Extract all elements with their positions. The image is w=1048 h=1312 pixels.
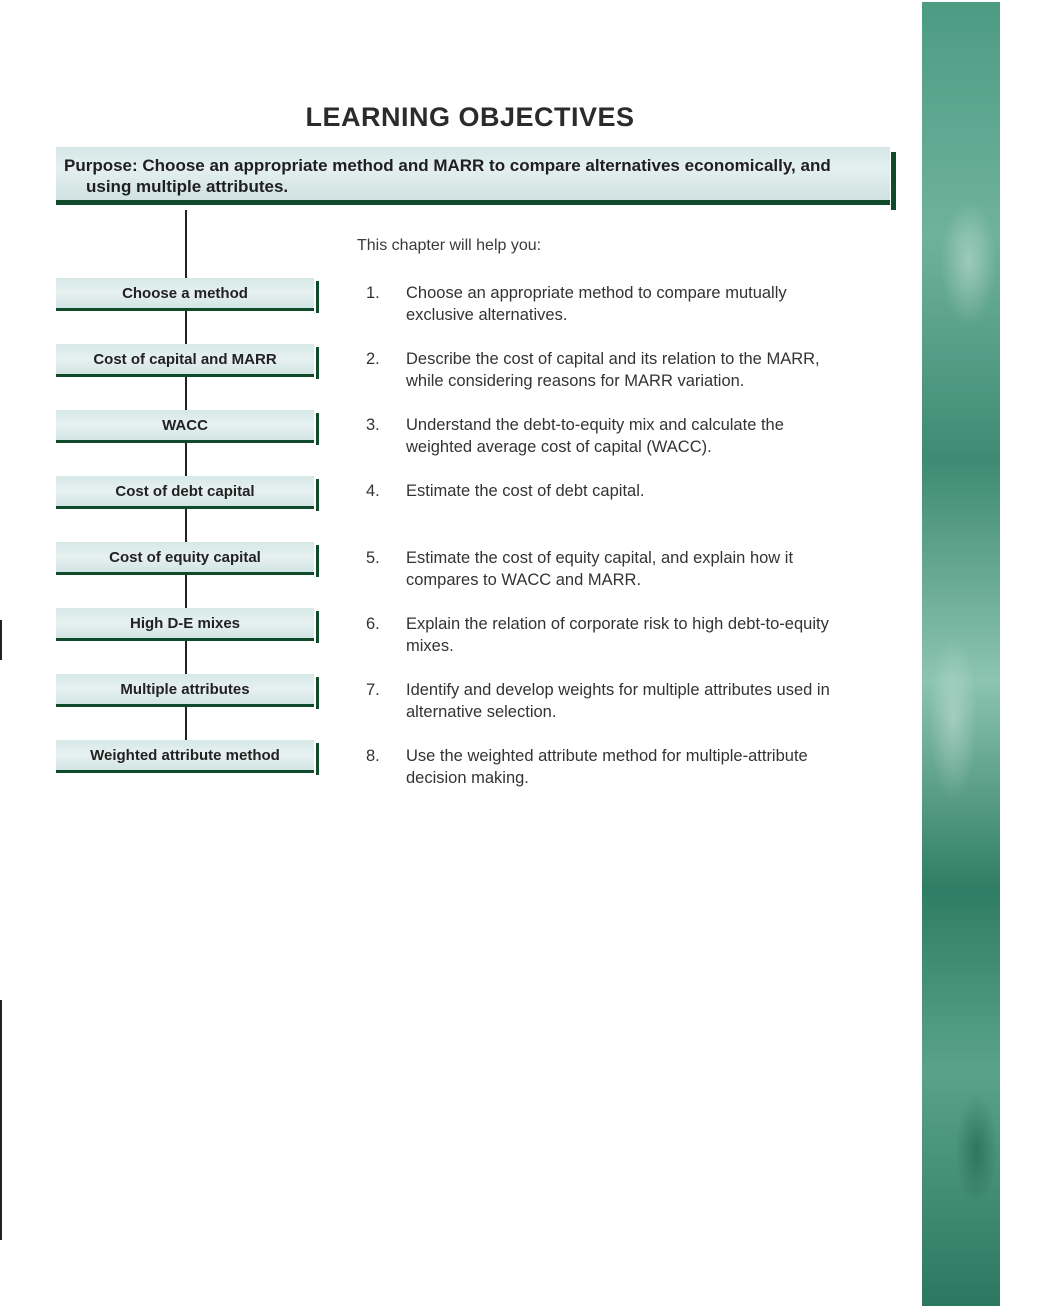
objective-line-1: Explain the relation of corporate risk to high debt-to-equity [406, 615, 829, 633]
flow-connector [185, 210, 187, 278]
objective-item [366, 745, 896, 789]
box-accent-bar [316, 281, 319, 313]
objective-line-2: while considering reasons for MARR variation. [406, 372, 745, 390]
decorative-photo-strip [922, 2, 1000, 1306]
topic-choose-a-method [56, 278, 314, 311]
topic-cost-of-equity-capital [56, 542, 314, 575]
objective-line-2: decision making. [406, 769, 529, 787]
objective-line-2: alternative selection. [406, 703, 557, 721]
objective-line-1: Understand the debt-to-equity mix and calculate the [406, 416, 784, 434]
objective-number: 3. [366, 416, 380, 434]
objective-item [366, 348, 896, 392]
topic-label: WACC [162, 416, 208, 434]
purpose-line-1: Purpose: Choose an appropriate method and MARR to compare alternatives economically, and [64, 156, 831, 175]
flow-connector [185, 377, 187, 411]
objective-item [366, 414, 896, 458]
topic-wacc [56, 410, 314, 443]
flow-connector [185, 509, 187, 543]
flow-connector [185, 443, 187, 477]
box-accent-bar [316, 413, 319, 445]
objective-line-2: weighted average cost of capital (WACC). [406, 438, 712, 456]
box-accent-bar [316, 545, 319, 577]
box-accent-bar [316, 611, 319, 643]
topic-cost-of-debt-capital [56, 476, 314, 509]
box-accent-bar [316, 677, 319, 709]
objective-line-1: Choose an appropriate method to compare mutually [406, 284, 787, 302]
topic-high-d-e-mixes [56, 608, 314, 641]
topic-label: Cost of debt capital [115, 482, 255, 500]
objective-item [366, 613, 896, 657]
purpose-text [64, 155, 878, 197]
objective-number: 5. [366, 549, 380, 567]
box-accent-bar [316, 743, 319, 775]
topic-label: Cost of capital and MARR [93, 350, 277, 368]
objective-item [366, 282, 896, 326]
page-edge-mark [0, 620, 2, 660]
purpose-banner [56, 147, 890, 205]
box-accent-bar [316, 479, 319, 511]
flow-connector [185, 707, 187, 741]
objective-line-1: Use the weighted attribute method for multiple-attribute [406, 747, 808, 765]
objective-item [366, 679, 896, 723]
objective-line-2: exclusive alternatives. [406, 306, 568, 324]
objective-number: 8. [366, 747, 380, 765]
objective-line-2: compares to WACC and MARR. [406, 571, 642, 589]
topic-label: Multiple attributes [120, 680, 250, 698]
topic-label: Weighted attribute method [90, 746, 280, 764]
objective-item [366, 547, 896, 591]
box-accent-bar [316, 347, 319, 379]
intro-text: This chapter will help you: [357, 237, 542, 254]
purpose-line-2: using multiple attributes. [86, 177, 289, 196]
objective-number: 2. [366, 350, 380, 368]
topic-label: Choose a method [122, 284, 248, 302]
flow-connector [185, 641, 187, 675]
objective-number: 7. [366, 681, 380, 699]
topic-label: High D-E mixes [129, 614, 241, 632]
topic-cost-of-capital-and-marr [56, 344, 314, 377]
page-edge-mark [0, 1000, 2, 1240]
objective-line-1: Estimate the cost of equity capital, and explain how it [406, 549, 794, 567]
flow-connector [185, 575, 187, 609]
topic-multiple-attributes [56, 674, 314, 707]
objective-number: 1. [366, 284, 380, 302]
objective-number: 4. [366, 482, 380, 500]
objective-line-1: Identify and develop weights for multiple attributes used in [406, 681, 830, 699]
objective-line-1: Describe the cost of capital and its relation to the MARR, [406, 350, 820, 368]
objective-line-2: mixes. [406, 637, 454, 655]
objective-item [366, 480, 896, 502]
page-title: LEARNING OBJECTIVES [305, 102, 635, 132]
flow-connector [185, 311, 187, 345]
topic-label: Cost of equity capital [109, 548, 261, 566]
topic-weighted-attribute-method [56, 740, 314, 773]
banner-accent-bar [891, 152, 896, 210]
objective-number: 6. [366, 615, 380, 633]
objective-line-1: Estimate the cost of debt capital. [406, 482, 645, 500]
